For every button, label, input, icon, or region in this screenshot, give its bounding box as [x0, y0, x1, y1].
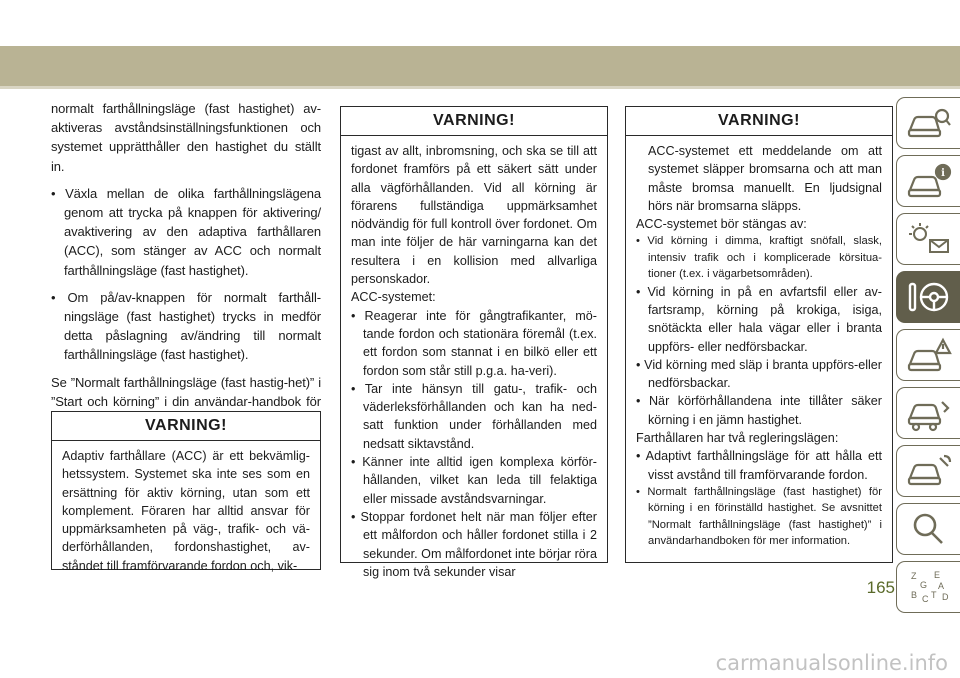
svg-text:G: G	[919, 580, 927, 590]
modes-heading: Farthållaren har två regleringslägen:	[636, 431, 839, 446]
intro-paragraph: normalt farthållningsläge (fast hastighet) av-aktiveras avståndsinställningsfunktionen och systemet upprätthåller den hastighet du ställt in.	[51, 101, 321, 174]
reference-paragraph: Se ”Normalt farthållningsläge (fast hastig-het)” i ”Start och körning” i din användar-handbok för	[51, 374, 321, 409]
svg-text:C: C	[921, 594, 928, 604]
page-number: 165	[866, 578, 895, 597]
acc-heading: ACC-systemet:	[351, 290, 436, 305]
list-item: • Vid körning i dimma, kraftigt snöfall, slask, intensiv trafik och i komplicerade körsitua-tioner (t.ex. i vägarbetsområden).	[636, 235, 882, 281]
tab-car-wrench[interactable]	[896, 445, 960, 497]
warning-text: tigast av allt, inbromsning, och ska se till att fordonet framförs på ett säkert sätt under alla vägförhållanden. Vid all körning är förarens fullständiga uppmärksamhet nödvändig för full kontroll över fordonet. Om man inte följer de här varningarna kan det resultera i en kollision med allvarliga personskador.	[351, 144, 597, 287]
warning-box-1	[51, 411, 321, 573]
warning-title: VARNING!	[626, 107, 892, 136]
car-service-icon	[906, 394, 952, 432]
tab-alphabet-index[interactable]	[896, 561, 960, 613]
tab-magnifier[interactable]	[896, 503, 960, 555]
svg-text:E: E	[933, 570, 940, 580]
svg-text:Z: Z	[910, 571, 916, 581]
car-warning-icon	[906, 336, 952, 374]
tab-car-warning[interactable]	[896, 329, 960, 381]
page-header-band	[0, 0, 960, 86]
text-column-1	[51, 99, 321, 438]
warning-body	[341, 136, 607, 589]
magnifier-icon	[906, 510, 952, 548]
watermark-text: carmanualsonline.info	[715, 651, 948, 675]
warning-body	[52, 441, 320, 583]
tab-car-info[interactable]	[896, 155, 960, 207]
dashboard-lights-icon	[906, 220, 952, 258]
tab-car-service[interactable]	[896, 387, 960, 439]
svg-text:D: D	[941, 592, 948, 602]
warning-continuation: ACC-systemet ett meddelande om att systemet släpper bromsarna och att man måste bromsa manuellt. En ljudsignal hörs när bromsarna släpps.	[648, 144, 882, 213]
list-item: • Normalt farthållningsläge (fast hastighet) för körning i en förinställd hastighet. Se avsnittet ”Normalt farthållningsläge (fast hastighet)” i användarhandboken för mer information.	[636, 485, 882, 548]
steering-wheel-icon	[906, 278, 952, 316]
svg-text:T: T	[930, 590, 936, 600]
svg-text:i: i	[940, 168, 945, 179]
list-item: • Vid körning in på en avfartsfil eller av-fartsramp, körning på krokiga, isiga, snötäckta eller hala vägar eller i branta uppförs- eller nedförsbackar.	[636, 284, 882, 354]
car-info-icon	[906, 162, 952, 200]
list-item: • Reagerar inte för gångtrafikanter, mö-tande fordon och stationära föremål (t.ex. ett fordon som stannat i en bilkö eller ett fordon som står still p.g.a. ha-veri).	[351, 308, 597, 378]
list-item: • Om på/av-knappen för normalt farthåll-ningsläge (fast hastighet) trycks in medför detta påslagning av/ändring till normalt farthållningsläge (fast hastighet).	[51, 289, 321, 363]
car-search-icon	[906, 104, 952, 142]
warning-box-3	[625, 106, 893, 563]
list-item: • Tar inte hänsyn till gatu-, trafik- och väderleksförhållanden och kan ha ned-satt funktion under förhållanden med nedsatt siktavstånd.	[351, 381, 597, 451]
car-wrench-icon	[906, 452, 952, 490]
svg-text:B: B	[910, 590, 917, 600]
list-item: • Stoppar fordonet helt när man följer efter ett målfordon och håller fordonet stilla i 2 sekunder. Om målfordonet inte börjar röra sig inom två sekunder visar	[351, 509, 597, 579]
warning-text: Adaptiv farthållare (ACC) är ett bekvämlig-hetssystem. Systemet ska inte ses som en ersättning för aktiv körning, utan som ett komplement. Föraren har alltid ansvar för uppmärksamheten på väg-, trafik- och vä-derförhållanden, fordonshastighet, av-ståndet till framförvarande fordon och, vik-	[62, 449, 310, 573]
list-item: • Vid körning med släp i branta uppförs-eller nedförsbackar.	[636, 357, 882, 391]
list-item: • Växla mellan de olika farthållningslägena genom att trycka på knappen för aktivering/ avaktivering av den adaptiva farthållaren (ACC), som stänger av ACC och normalt farthållningsläge (fast hastighet).	[51, 185, 321, 278]
warning-box-2	[340, 106, 608, 579]
list-item: • Känner inte alltid igen komplexa körför-hållanden, vilket kan leda till felaktiga eller missade avståndsvarningar.	[351, 455, 597, 506]
chapter-tabs	[896, 97, 960, 619]
alphabet-index-icon	[906, 568, 952, 606]
list-item: • När körförhållandena inte tillåter säker körning i en jämn hastighet.	[636, 394, 882, 427]
header-divider	[0, 86, 960, 89]
tab-car-search[interactable]	[896, 97, 960, 149]
warning-title: VARNING!	[52, 412, 320, 441]
acc-off-heading: ACC-systemet bör stängas av:	[636, 217, 807, 232]
header-color-band	[0, 46, 960, 86]
tab-steering-wheel[interactable]	[896, 271, 960, 323]
tab-dashboard-lights[interactable]	[896, 213, 960, 265]
list-item: • Adaptivt farthållningsläge för att hålla ett visst avstånd till framförvarande fordon.	[636, 449, 882, 482]
svg-text:A: A	[937, 581, 944, 591]
warning-title: VARNING!	[341, 107, 607, 136]
warning-body	[626, 136, 892, 558]
